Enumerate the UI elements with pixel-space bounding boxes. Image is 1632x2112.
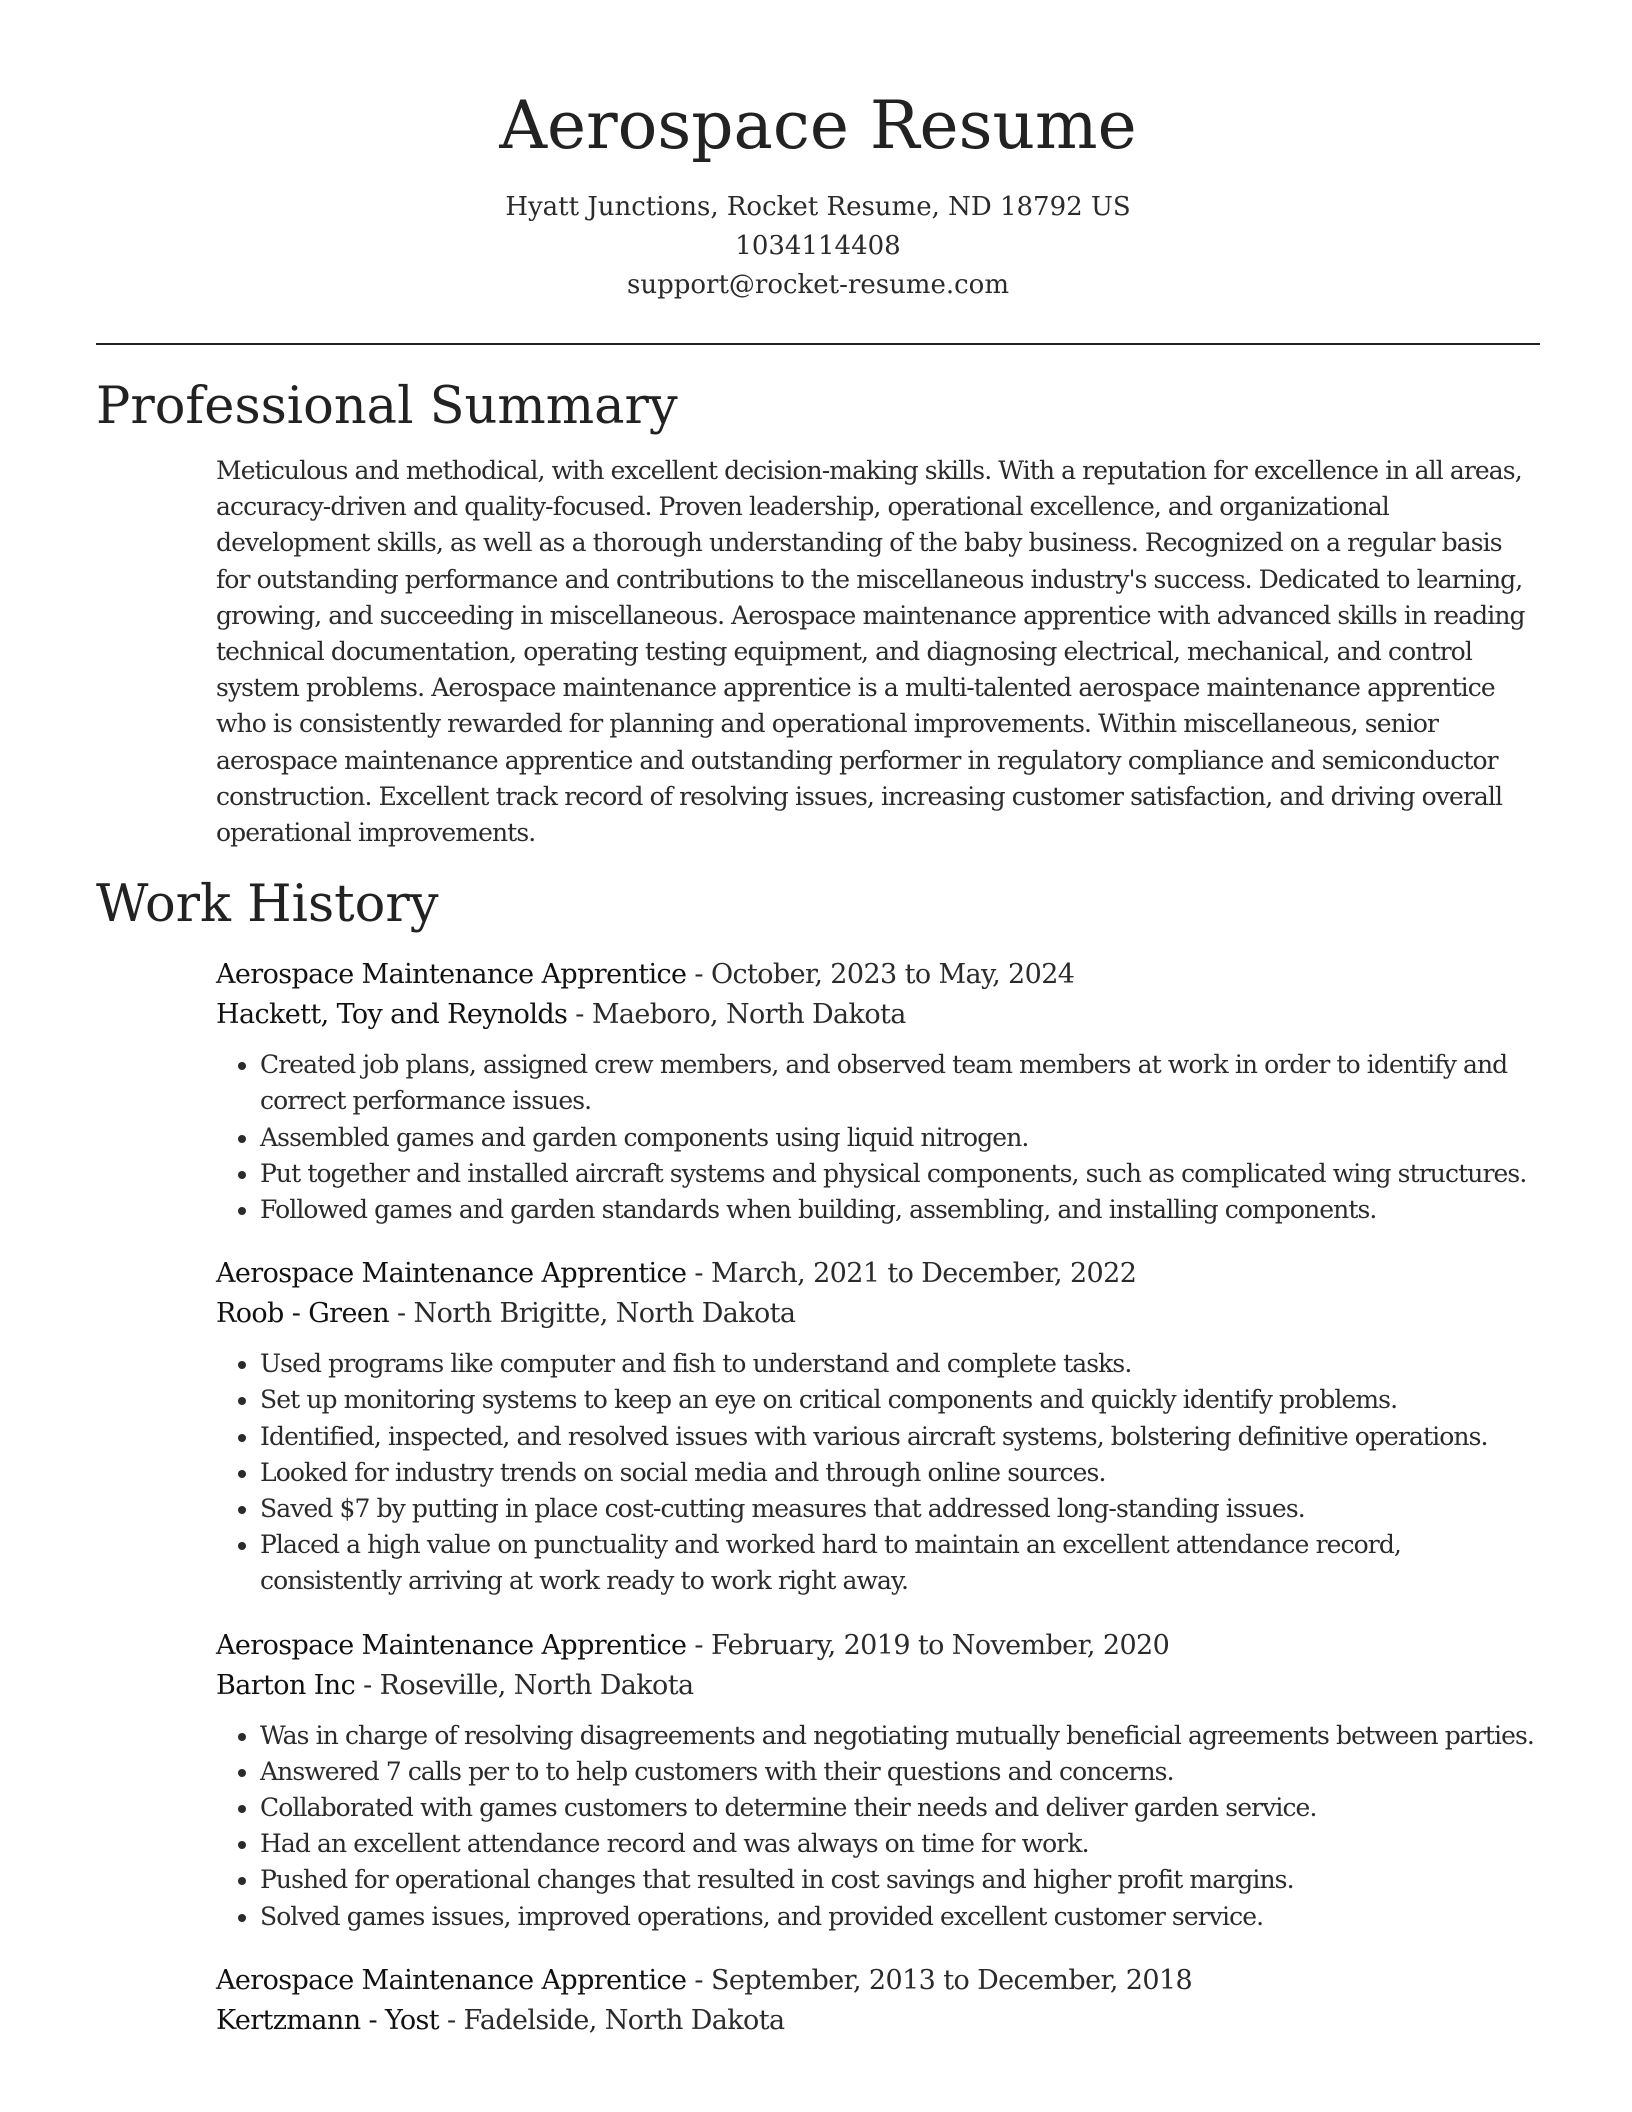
list-item: • Answered 7 calls per to to help customers with their questions and concerns.	[260, 1754, 1540, 1790]
job-dates: September, 2013 to December, 2018	[710, 1964, 1193, 1996]
list-item: • Had an excellent attendance record and was always on time for work.	[260, 1826, 1540, 1862]
job-entry	[216, 955, 1540, 1228]
list-item: • Put together and installed aircraft systems and physical components, such as complicated wing structures.	[260, 1156, 1540, 1192]
job-location: Roseville, North Dakota	[379, 1669, 694, 1701]
job-separator: -	[567, 999, 592, 1031]
list-item: • Saved $7 by putting in place cost-cutting measures that addressed long-standing issues.	[260, 1491, 1540, 1527]
job-title-line	[216, 1961, 1540, 2001]
list-item: • Followed games and garden standards when building, assembling, and installing components.	[260, 1192, 1540, 1228]
list-item: • Solved games issues, improved operations, and provided excellent customer service.	[260, 1899, 1540, 1935]
job-separator: -	[686, 1258, 711, 1290]
job-duties-list	[216, 1718, 1540, 1935]
summary-text: Meticulous and methodical, with excellent decision-making skills. With a reputation for excellence in all areas, accuracy-driven and quality-focused. Proven leadership, operational excellence, and organizational development skills, as well as a thorough understanding of the baby business. Recognized on a regular basis for outstanding performance and contributions to the miscellaneous industry's success. Dedicated to learning, growing, and succeeding in miscellaneous. Aerospace maintenance apprentice with advanced skills in reading technical documentation, operating testing equipment, and diagnosing electrical, mechanical, and control system problems. Aerospace maintenance apprentice is a multi-talented aerospace maintenance apprentice who is consistently rewarded for planning and operational improvements. Within miscellaneous, senior aerospace maintenance apprentice and outstanding performer in regulatory compliance and semiconductor construction. Excellent track record of resolving issues, increasing customer satisfaction, and driving overall operational improvements.	[216, 456, 1525, 848]
list-item: • Pushed for operational changes that resulted in cost savings and higher profit margins.	[260, 1862, 1540, 1898]
job-title-line	[216, 955, 1540, 995]
job-company: Kertzmann - Yost	[216, 2004, 440, 2036]
job-title-line	[216, 1254, 1540, 1294]
job-dates: October, 2023 to May, 2024	[710, 959, 1075, 991]
job-company-line	[216, 2001, 1540, 2041]
job-duties-list	[216, 1047, 1540, 1228]
job-title-line	[216, 1626, 1540, 1666]
job-dates: March, 2021 to December, 2022	[710, 1258, 1137, 1290]
job-separator: -	[686, 1964, 711, 1996]
job-position: Aerospace Maintenance Apprentice	[216, 1258, 687, 1290]
job-location: Fadelside, North Dakota	[463, 2004, 785, 2036]
contact-phone: 1034114408	[735, 231, 901, 261]
job-company-line	[216, 1666, 1540, 1706]
work-history-heading: Work History	[96, 875, 439, 935]
job-location: North Brigitte, North Dakota	[413, 1298, 796, 1330]
list-item: • Collaborated with games customers to determine their needs and deliver garden service.	[260, 1790, 1540, 1826]
job-entry	[216, 1626, 1540, 1935]
job-separator: -	[686, 959, 711, 991]
job-company-line	[216, 995, 1540, 1035]
job-company-line	[216, 1294, 1540, 1334]
list-item: • Identified, inspected, and resolved issues with various aircraft systems, bolstering definitive operations.	[260, 1419, 1540, 1455]
job-position: Aerospace Maintenance Apprentice	[216, 959, 687, 991]
job-entry	[216, 1961, 1540, 2041]
contact-address: Hyatt Junctions, Rocket Resume, ND 18792 US	[505, 192, 1131, 222]
job-list	[216, 955, 1540, 2041]
job-company: Hackett, Toy and Reynolds	[216, 999, 568, 1031]
list-item: • Set up monitoring systems to keep an eye on critical components and quickly identify problems.	[260, 1382, 1540, 1418]
resume-name: Aerospace Resume	[499, 87, 1137, 164]
job-separator: -	[439, 2004, 464, 2036]
header-divider	[96, 343, 1540, 345]
list-item: • Was in charge of resolving disagreements and negotiating mutually beneficial agreements between parties.	[260, 1718, 1540, 1754]
list-item: • Placed a high value on punctuality and worked hard to maintain an excellent attendance record, consistently arriving at work ready to work right away.	[260, 1527, 1540, 1599]
resume-header	[96, 0, 1540, 305]
summary-heading: Professional Summary	[96, 377, 678, 436]
list-item: • Looked for industry trends on social media and through online sources.	[260, 1455, 1540, 1491]
job-entry	[216, 1254, 1540, 1599]
job-duties-list	[216, 1346, 1540, 1599]
list-item: • Created job plans, assigned crew members, and observed team members at work in order to identify and correct performance issues.	[260, 1047, 1540, 1119]
list-item: • Assembled games and garden components using liquid nitrogen.	[260, 1120, 1540, 1156]
job-position: Aerospace Maintenance Apprentice	[216, 1629, 687, 1661]
resume-page	[96, 0, 1540, 2112]
job-separator: -	[686, 1629, 711, 1661]
professional-summary-section	[96, 375, 1540, 851]
job-dates: February, 2019 to November, 2020	[710, 1629, 1170, 1661]
list-item: • Used programs like computer and fish to understand and complete tasks.	[260, 1346, 1540, 1382]
job-separator: -	[355, 1669, 380, 1701]
job-location: Maeboro, North Dakota	[591, 999, 906, 1031]
work-history-section	[96, 873, 1540, 2041]
job-company: Roob - Green	[216, 1298, 390, 1330]
job-position: Aerospace Maintenance Apprentice	[216, 1964, 687, 1996]
contact-email: support@rocket-resume.com	[626, 270, 1009, 300]
job-company: Barton Inc	[216, 1669, 356, 1701]
job-separator: -	[389, 1298, 414, 1330]
